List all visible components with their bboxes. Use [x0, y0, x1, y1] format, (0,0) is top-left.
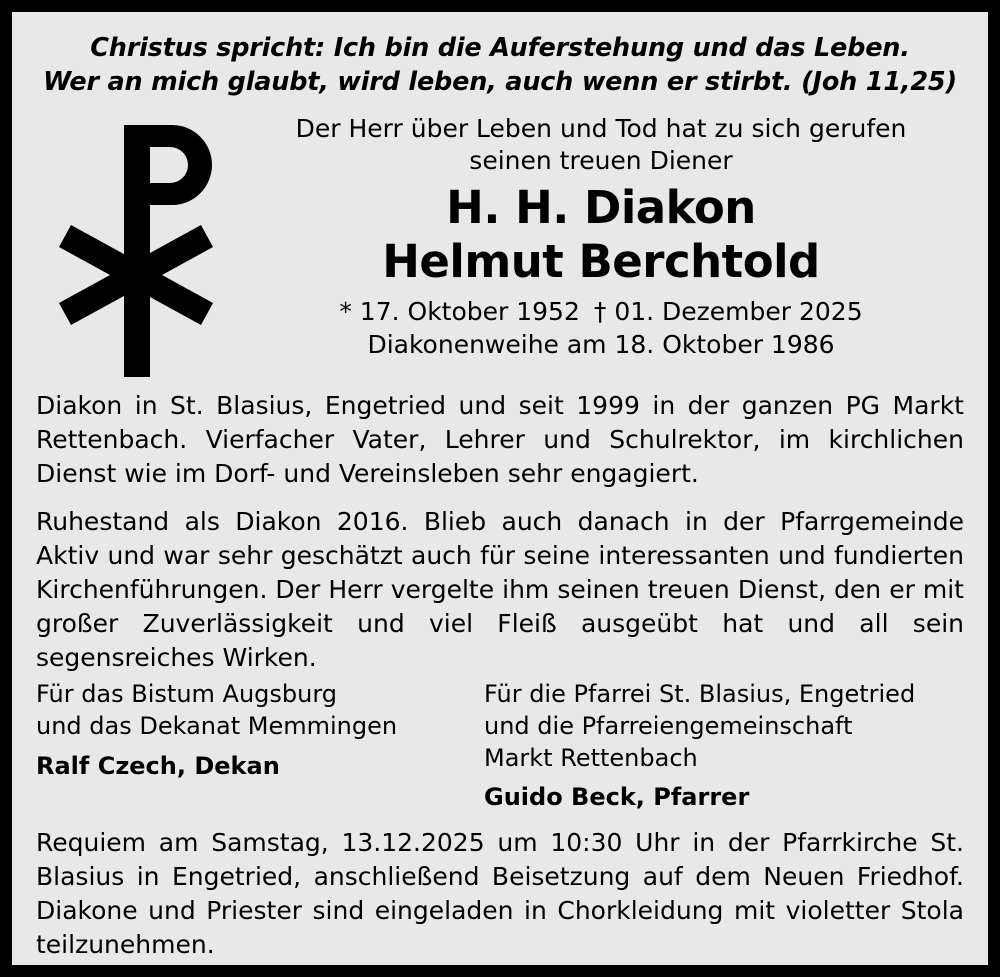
- signatory-left: [36, 679, 484, 814]
- signatory-left-line-2: und das Dekanat Memmingen: [36, 711, 398, 740]
- death-date: † 01. Dezember 2025: [593, 297, 863, 327]
- signatory-left-name: Ralf Czech, Dekan: [36, 751, 280, 780]
- birth-date: * 17. Oktober 1952: [339, 297, 580, 327]
- scripture-line-2: Wer an mich glaubt, wird leben, auch wenn er stirbt. (Joh 11,25): [43, 66, 957, 97]
- intro-text: [246, 113, 956, 177]
- biography-section: [36, 389, 964, 675]
- scripture-quote: [36, 32, 964, 99]
- funeral-details: Requiem am Samstag, 13.12.2025 um 10:30 Uhr in der Pfarrkirche St. Blasius in Engetried, anschließend Beisetzung auf dem Neuen Friedhof. Diakone und Priester sind eingeladen in Chorkleidung mit violetter Stola teilzunehmen.: [36, 828, 964, 959]
- signatory-right-line-1: Für die Pfarrei St. Blasius, Engetried: [484, 680, 916, 709]
- biography-paragraph-1: Diakon in St. Blasius, Engetried und seit 1999 in der ganzen PG Markt Rettenbach. Vierfacher Vater, Lehrer und Schulrektor, im kirchlichen Dienst wie im Dorf- und Vereinsleben sehr engagiert.: [36, 391, 964, 489]
- deceased-name: Helmut Berchtold: [382, 234, 820, 288]
- deceased-title: H. H. Diakon: [446, 181, 756, 235]
- intro-line-2: seinen treuen Diener: [469, 146, 733, 176]
- biography-paragraph-2: Ruhestand als Diakon 2016. Blieb auch danach in der Pfarrgemeinde Aktiv und war sehr geschätzt auch für seine interessanten und fundierten Kirchenführungen. Der Herr vergelte ihm seinen treuen Dienst, den er mit großer Zuverlässigkeit und viel Fleiß ausgeübt hat und all sein segensreiches Wirken.: [36, 507, 964, 673]
- signatory-right-line-2: und die Pfarreiengemeinschaft: [484, 711, 853, 740]
- signatory-right: [484, 679, 964, 814]
- header-text: [246, 113, 964, 361]
- signatory-right-line-3: Markt Rettenbach: [484, 743, 698, 772]
- signatory-right-name: Guido Beck, Pfarrer: [484, 783, 750, 812]
- chi-rho-icon: [36, 113, 246, 377]
- intro-line-1: Der Herr über Leben und Tod hat zu sich gerufen: [295, 114, 907, 144]
- signatory-left-line-1: Für das Bistum Augsburg: [36, 680, 338, 709]
- life-dates: [246, 296, 956, 329]
- header-block: [36, 113, 964, 377]
- scripture-line-1: Christus spricht: Ich bin die Auferstehung und das Leben.: [90, 33, 910, 63]
- signatories-section: [36, 679, 964, 814]
- ordination-date: Diakonenweihe am 18. Oktober 1986: [367, 329, 835, 359]
